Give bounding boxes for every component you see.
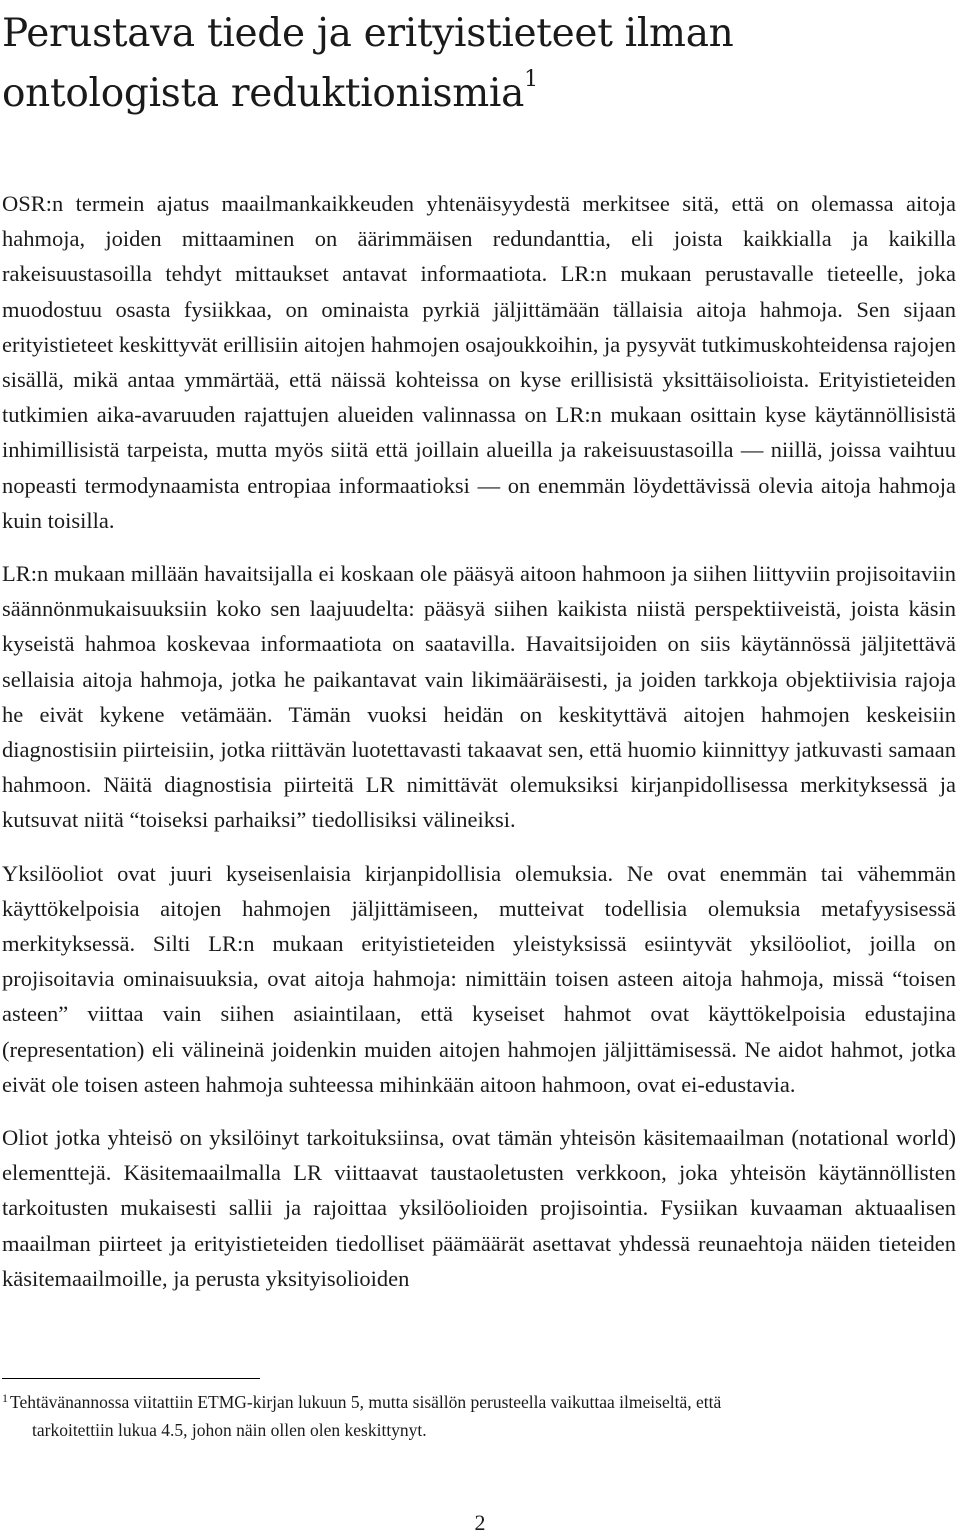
footnote — [2, 1388, 956, 1444]
paragraph-4: Oliot jotka yhteisö on yksilöinyt tarkoituksiinsa, ovat tämän yhteisön käsitemaailman (notational world) elementtejä. Käsitemaailmalla LR viittaavat taustaoletusten verkkoon, joka yhteisön käytännöllisten tarkoitusten mukaisesti sallii ja rajoittaa yksilöolioiden projisointia. Fysiikan kuvaaman aktuaalisen maailman piirteet ja erityistieteiden tiedolliset päämäärät asettavat yhdessä reunaehtoja näiden tieteiden käsitemaailmoille, ja perusta yksityisolioiden — [2, 1125, 956, 1291]
body-text — [2, 186, 956, 1314]
section-title — [2, 4, 942, 124]
paragraph-3: Yksilöoliot ovat juuri kyseisenlaisia kirjanpidollisia olemuksia. Ne ovat enemmän tai vähemmän käyttökelpoisia aitojen hahmojen jäljittämiseen, mutteivat todellisia olemuksia metafyysisessä merkityksessä. Silti LR:n mukaan erityistieteiden yleistyksissä esiintyvät yksilöoliot, joilla on projisoitavia ominaisuuksia, ovat aitoja hahmoja: nimittäin toisen asteen aitoja hahmoja, missä “toisen asteen” viittaa vain siihen asiaintilaan, että kyseiset hahmot ovat käyttökelpoisia edustajina (representation) eli välineinä joidenkin muiden aitojen hahmojen jäljittämisessä. Ne aidot hahmot, jotka eivät ole toisen asteen hahmoja suhteessa mihinkään aitoon hahmoon, ovat ei-edustavia. — [2, 860, 956, 1097]
footnote-line-2: tarkoitettiin lukua 4.5, johon näin ollen olen keskittynyt. — [32, 1420, 427, 1440]
footnote-divider — [2, 1378, 260, 1379]
section-title-text: Perustava tiede ja erityistieteet ilman ontologista reduktionismia — [2, 11, 734, 116]
footnote-line-1: Tehtävänannossa viitattiin ETMG-kirjan lukuun 5, mutta sisällön perusteella vaikuttaa ilmeiseltä, että — [10, 1392, 722, 1412]
paragraph-2: LR:n mukaan millään havaitsijalla ei koskaan ole pääsyä aitoon hahmoon ja siihen liittyviin projisoitaviin säännönmukaisuuksiin koko sen laajuudelta: pääsyä siihen kaikista niistä perspektiiveistä, joista käsin kyseistä hahmoa koskevaa informaatiota on saatavilla. Havaitsijoiden on siis käytännössä jäljitettävä sellaisia aitoja hahmoja, jotka he paikantavat vain likimääräisesti, ja joiden tarkkoja objektiivisia rajoja he eivät kykene vetämään. Tämän vuoksi heidän on keskityttävä aitojen hahmojen keskeisiin diagnostisiin piirteisiin, jotka riittävän luotettavasti takaavat sen, että huomio kiinnittyy jatkuvasti samaan hahmoon. Näitä diagnostisia piirteitä LR nimittävät olemuksiksi kirjanpidollisessa merkityksessä ja kutsuvat niitä “toiseksi parhaiksi” tiedollisiksi välineiksi. — [2, 561, 956, 833]
footnote-mark: 1 — [2, 1391, 8, 1405]
title-footnote-ref[interactable]: 1 — [524, 67, 538, 92]
page-number: 2 — [474, 1510, 486, 1535]
paragraph-1: OSR:n termein ajatus maailmankaikkeuden yhtenäisyydestä merkitsee sitä, että on olemassa aitoja hahmoja, joiden mittaaminen on äärimmäisen redundanttia, eli joista kaikkialla ja kaikilla rakeisuustasoilla tehdyt mittaukset antavat informaatiota. LR:n mukaan perustavalle tieteelle, joka muodostuu osasta fysiikkaa, on ominaista pyrkiä jäljittämään tällaisia aitoja hahmoja. Sen sijaan erityistieteet keskittyvät erillisiin aitojen hahmojen osajoukkoihin, ja pysyvät tutkimuskohteidensa rajojen sisällä, mikä antaa ymmärtää, että näissä kohteissa on kyse erillisistä yksittäisolioista. Erityistieteiden tutkimien aika-avaruuden rajattujen alueiden valinnassa on LR:n mukaan osittain kyse käytännöllisistä inhimillisistä tarpeista, mutta myös siitä että joillain alueilla ja rakeisuustasoilla — niillä, joissa vaihtuu nopeasti termodynaamista entropiaa informaatioksi — on enemmän löydettävissä olevia aitoja hahmoja kuin toisilla. — [2, 191, 956, 533]
